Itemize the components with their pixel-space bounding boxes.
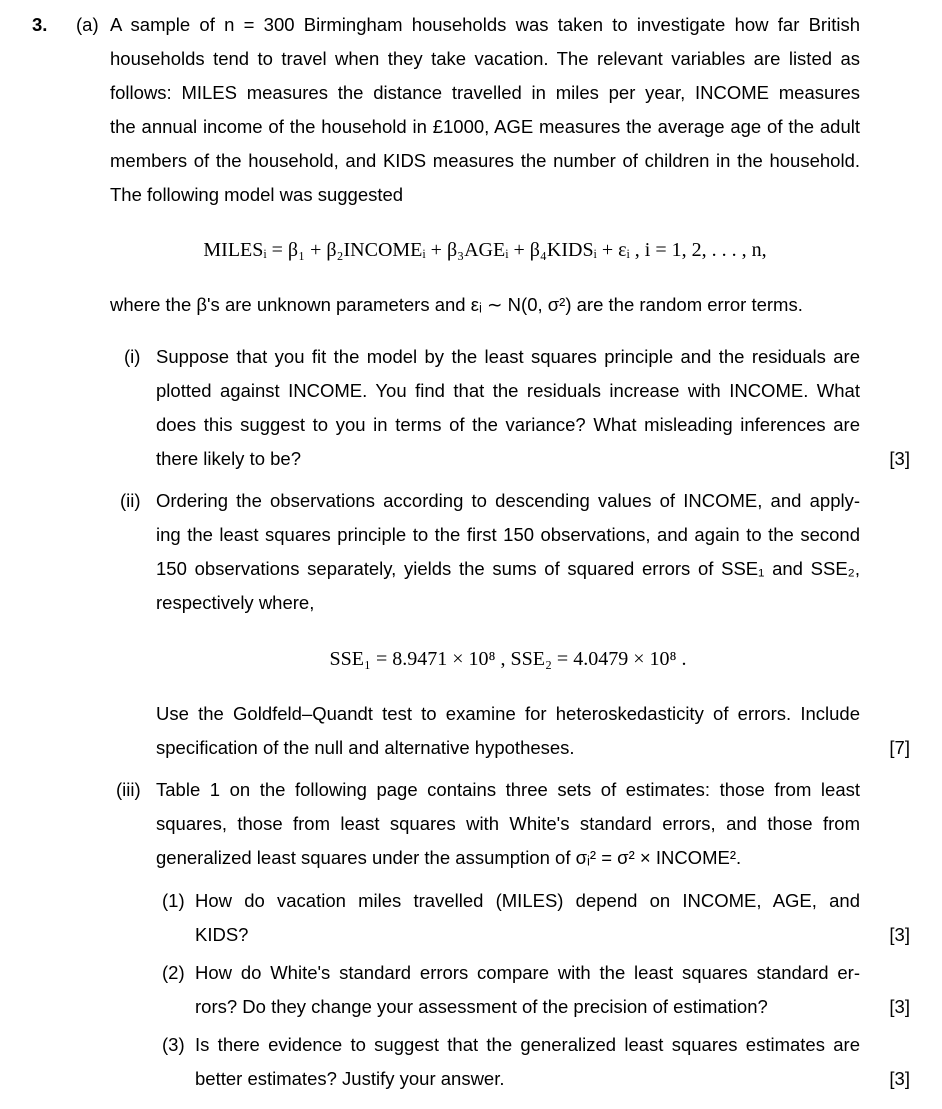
- sub-ii-line-1: Ordering the observations according to descending values of INCOME, and apply-: [156, 490, 860, 511]
- part-a-label: (a): [76, 14, 99, 35]
- item-1-line-2: KIDS?: [195, 924, 249, 945]
- item-1-marks: [3]: [889, 924, 910, 945]
- intro-line-1: A sample of n = 300 Birmingham households was taken to investigate how far British: [110, 14, 860, 35]
- error-terms-line: where the β's are unknown parameters and εᵢ ∼ N(0, σ²) are the random error terms.: [110, 294, 803, 315]
- item-3-line-1: Is there evidence to suggest that the generalized least squares estimates are: [195, 1034, 860, 1055]
- item-2-label: (2): [162, 962, 185, 983]
- intro-line-6: The following model was suggested: [110, 184, 404, 205]
- sub-ii-marks: [7]: [889, 737, 910, 758]
- sub-ii-line-2: ing the least squares principle to the first 150 observations, and again to the second: [156, 524, 860, 545]
- model-equation: MILESᵢ = β₁ + β₂INCOMEᵢ + β₃AGEᵢ + β₄KIDSᵢ + εᵢ , i = 1, 2, . . . , n,: [203, 239, 767, 261]
- sub-i-label: (i): [124, 346, 141, 367]
- item-2-marks: [3]: [889, 996, 910, 1017]
- sub-ii-label: (ii): [120, 490, 141, 511]
- item-3-line-2: better estimates? Justify your answer.: [195, 1068, 505, 1089]
- sub-i-line-2: plotted against INCOME. You find that the residuals increase with INCOME. What: [156, 380, 860, 401]
- sub-ii-line-3: 150 observations separately, yields the sums of squared errors of SSE₁ and SSE₂,: [156, 558, 860, 579]
- sub-iii-line-2: squares, those from least squares with White's standard errors, and those from: [156, 813, 860, 834]
- sub-i-line-3: does this suggest to you in terms of the variance? What misleading inferences are: [156, 414, 860, 435]
- sub-iii-line-1: Table 1 on the following page contains three sets of estimates: those from least: [156, 779, 860, 800]
- sub-ii-after-line-2: specification of the null and alternative hypotheses.: [156, 737, 575, 758]
- sub-ii-line-4: respectively where,: [156, 592, 315, 613]
- sub-iii-label: (iii): [116, 779, 141, 800]
- item-1-line-1: How do vacation miles travelled (MILES) depend on INCOME, AGE, and: [195, 890, 860, 911]
- intro-line-3: follows: MILES measures the distance travelled in miles per year, INCOME measures: [110, 82, 860, 103]
- intro-line-5: members of the household, and KIDS measures the number of children in the household.: [110, 150, 860, 171]
- question-number: 3.: [32, 14, 48, 35]
- sub-ii-after-line-1: Use the Goldfeld–Quandt test to examine for heteroskedasticity of errors. Include: [156, 703, 860, 724]
- item-2-line-1: How do White's standard errors compare with the least squares standard er-: [195, 962, 860, 983]
- item-1-label: (1): [162, 890, 185, 911]
- sub-i-line-1: Suppose that you fit the model by the least squares principle and the residuals are: [156, 346, 860, 367]
- intro-line-2: households tend to travel when they take vacation. The relevant variables are listed as: [110, 48, 860, 69]
- item-3-label: (3): [162, 1034, 185, 1055]
- intro-line-4: the annual income of the household in £1000, AGE measures the average age of the adult: [110, 116, 860, 137]
- sub-i-line-4: there likely to be?: [156, 448, 302, 469]
- item-2-line-2: rors? Do they change your assessment of the precision of estimation?: [195, 996, 768, 1017]
- sse-equation: SSE₁ = 8.9471 × 10⁸ , SSE₂ = 4.0479 × 10⁸ .: [329, 648, 687, 670]
- sub-iii-line-3: generalized least squares under the assumption of σᵢ² = σ² × INCOME².: [156, 847, 742, 868]
- sub-i-marks: [3]: [889, 448, 910, 469]
- item-3-marks: [3]: [889, 1068, 910, 1089]
